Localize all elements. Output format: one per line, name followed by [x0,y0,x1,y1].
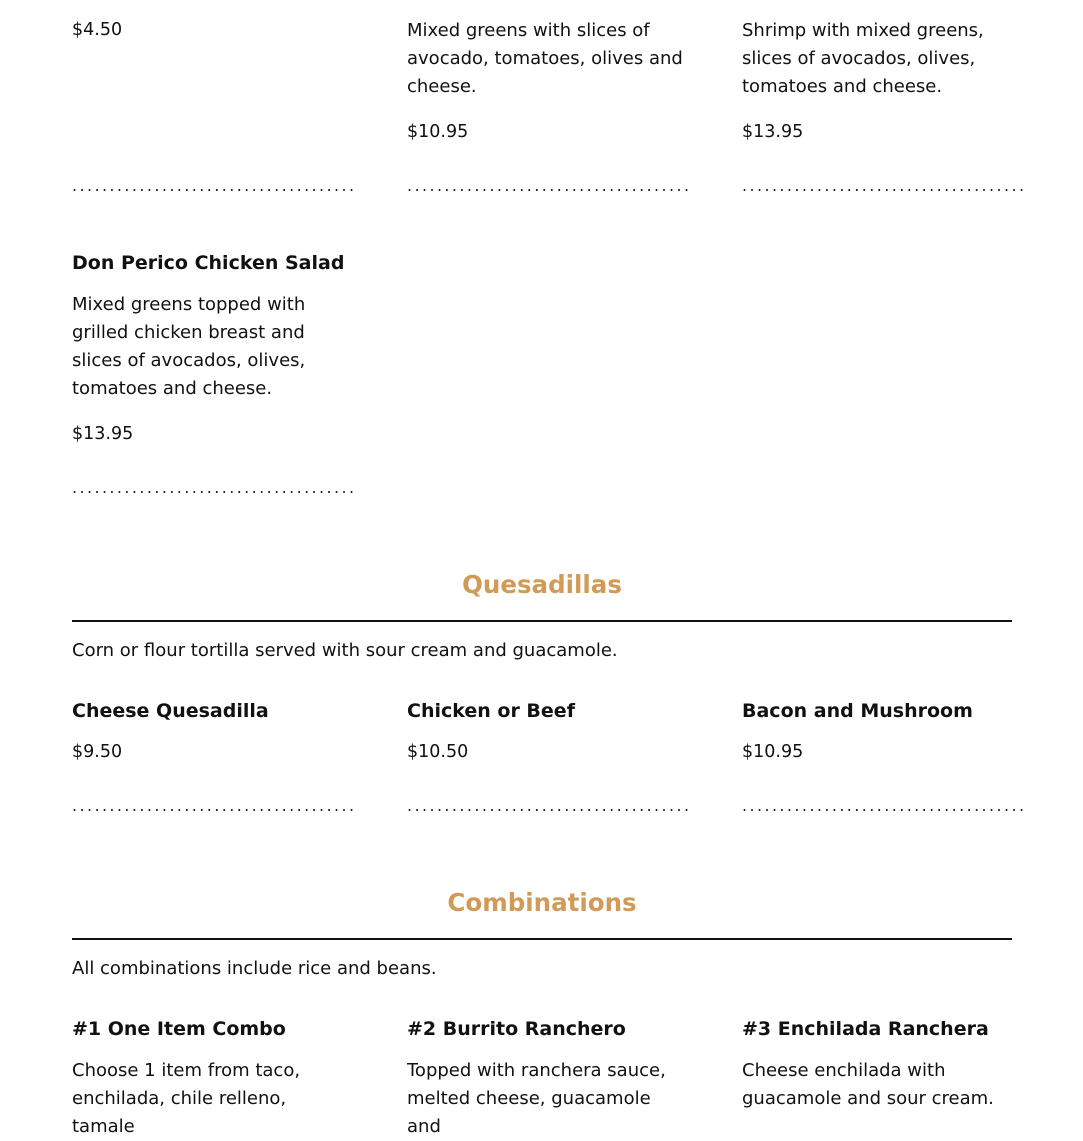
menu-item-price: $13.95 [72,424,134,444]
menu-item-name: #3 Enchilada Ranchera [742,1018,989,1040]
menu-item-name: #2 Burrito Ranchero [407,1018,626,1040]
dotted-separator: ...................................... [742,176,1027,195]
section-intro: Corn or flour tortilla served with sour cream and guacamole. [72,640,618,661]
section-title-quesadillas: Quesadillas [462,570,622,599]
section-title-combinations: Combinations [447,888,637,917]
menu-item-description: Shrimp with mixed greens, slices of avocados, olives, tomatoes and cheese. [742,20,984,97]
menu-item-description: Mixed greens topped with grilled chicken breast and slices of avocados, olives, tomatoes and cheese. [72,294,306,399]
menu-item-price: $10.95 [742,742,804,762]
menu-item-name: Bacon and Mushroom [742,700,973,722]
menu-item-name: #1 One Item Combo [72,1018,286,1040]
menu-item-price: $9.50 [72,742,123,762]
menu-item-price: $13.95 [742,122,804,142]
menu-item-price: $4.50 [72,20,123,40]
menu-item-name: Chicken or Beef [407,700,575,722]
section-intro: All combinations include rice and beans. [72,958,437,979]
menu-item-price: $10.50 [407,742,469,762]
dotted-separator: ...................................... [742,796,1027,815]
section-divider [72,620,1012,622]
section-divider [72,938,1012,940]
menu-item-description: Mixed greens with slices of avocado, tomatoes, olives and cheese. [407,20,683,97]
dotted-separator: ...................................... [72,176,357,195]
dotted-separator: ...................................... [407,176,692,195]
menu-item-name: Cheese Quesadilla [72,700,269,722]
menu-item-name: Don Perico Chicken Salad [72,252,345,274]
menu-item-description: Choose 1 item from taco, enchilada, chile relleno, tamale [72,1060,301,1137]
dotted-separator: ...................................... [407,796,692,815]
menu-item-price: $10.95 [407,122,469,142]
dotted-separator: ...................................... [72,478,357,497]
dotted-separator: ...................................... [72,796,357,815]
menu-item-description: Topped with ranchera sauce, melted cheese, guacamole and [407,1060,666,1137]
menu-item-description: Cheese enchilada with guacamole and sour cream. [742,1060,994,1109]
